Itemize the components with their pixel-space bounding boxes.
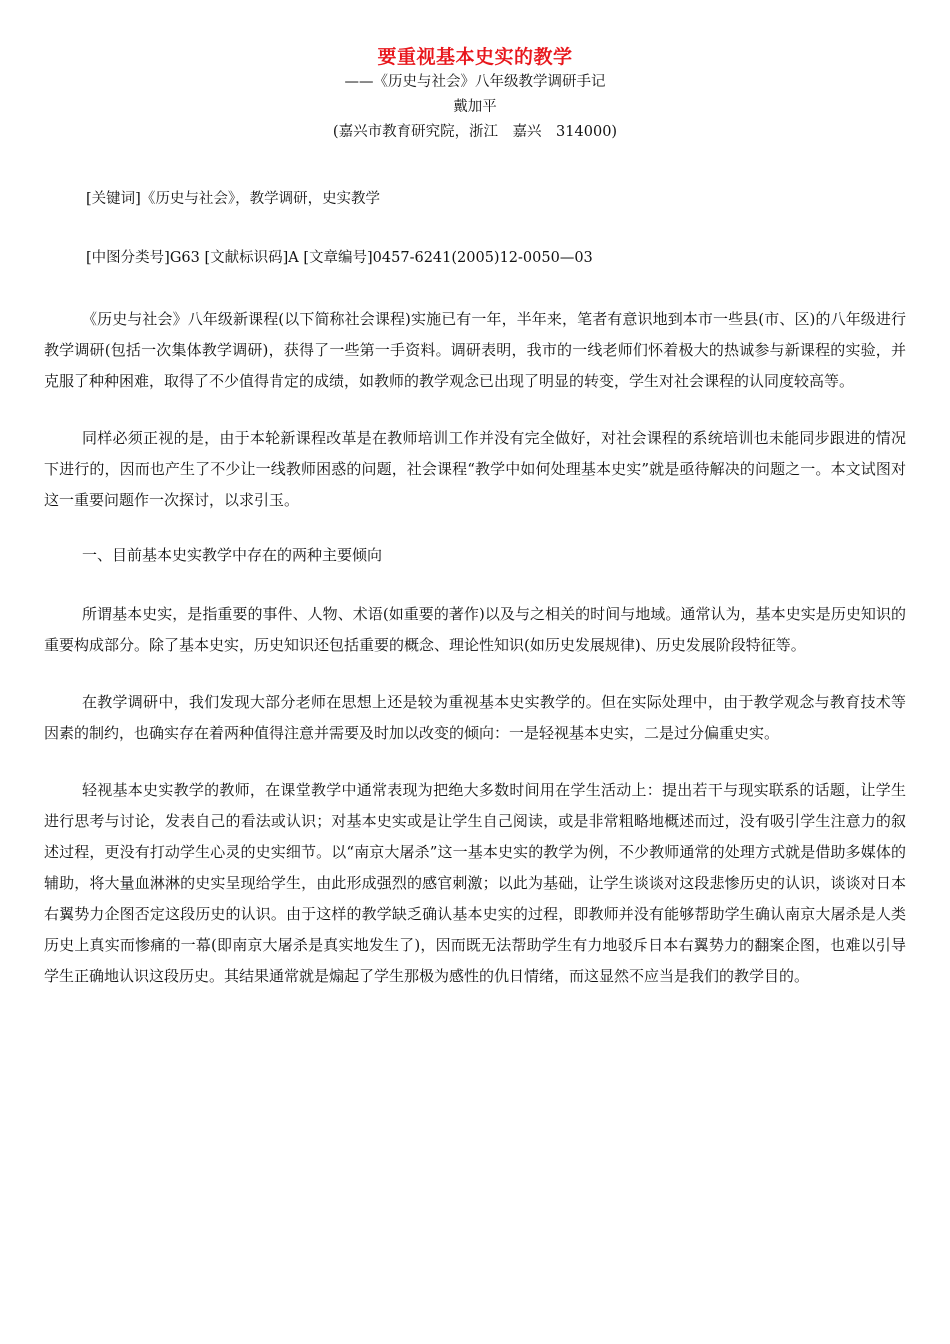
classification-line: [中图分类号]G63 [文献标识码]A [文章编号]0457-6241(2005)12-0050—03	[86, 250, 593, 266]
article-header	[0, 44, 950, 145]
author-name: 戴加平	[453, 99, 497, 115]
author-affiliation: (嘉兴市教育研究院，浙江 嘉兴 314000)	[332, 124, 618, 140]
body-paragraph: 轻视基本史实教学的教师，在课堂教学中通常表现为把绝大多数时间用在学生活动上：提出若干与现实联系的话题，让学生进行思考与讨论，发表自己的看法或认识；对基本史实或是让学生自己阅读，或是非常粗略地概述而过，没有吸引学生注意力的叙述过程，更没有打动学生心灵的史实细节。以“南京大屠杀”这一基本史实的教学为例，不少教师通常的处理方式就是借助多媒体的辅助，将大量血淋淋的史实呈现给学生，由此形成强烈的感官刺激；以此为基础，让学生谈谈对这段悲惨历史的认识，谈谈对日本右翼势力企图否定这段历史的认识。由于这样的教学缺乏确认基本史实的过程，即教师并没有能够帮助学生确认南京大屠杀是人类历史上真实而惨痛的一幕(即南京大屠杀是真实地发生了)，因而既无法帮助学生有力地驳斥日本右翼势力的翻案企图，也难以引导学生正确地认识这段历史。其结果通常就是煽起了学生那极为感性的仇日情绪，而这显然不应当是我们的教学目的。	[44, 781, 906, 985]
body-paragraph: 在教学调研中，我们发现大部分老师在思想上还是较为重视基本史实教学的。但在实际处理中，由于教学观念与教育技术等因素的制约，也确实存在着两种值得注意并需要及时加以改变的倾向：一是轻视基本史实，二是过分偏重史实。	[44, 693, 906, 742]
body-paragraph: 同样必须正视的是，由于本轮新课程改革是在教师培训工作并没有完全做好，对社会课程的系统培训也未能同步跟进的情况下进行的，因而也产生了不少让一线教师困惑的问题，社会课程“教学中如何处理基本史实”就是亟待解决的问题之一。本文试图对这一重要问题作一次探讨，以求引玉。	[44, 429, 906, 509]
keywords-line: [关键词]《历史与社会》，教学调研，史实教学	[86, 191, 381, 207]
body-paragraph: 《历史与社会》八年级新课程(以下简称社会课程)实施已有一年，半年来，笔者有意识地到本市一些县(市、区)的八年级进行教学调研(包括一次集体教学调研)，获得了一些第一手资料。调研表明，我市的一线老师们怀着极大的热诚参与新课程的实验，并克服了种种困难，取得了不少值得肯定的成绩，如教师的教学观念已出现了明显的转变，学生对社会课程的认同度较高等。	[44, 310, 906, 390]
article-body	[44, 186, 906, 1018]
body-paragraph: 所谓基本史实，是指重要的事件、人物、术语(如重要的著作)以及与之相关的时间与地域。通常认为，基本史实是历史知识的重要构成部分。除了基本史实，历史知识还包括重要的概念、理论性知识(如历史发展规律)、历史发展阶段特征等。	[44, 605, 906, 654]
section-heading: 一、目前基本史实教学中存在的两种主要倾向	[82, 546, 383, 564]
article-subtitle: ——《历史与社会》八年级教学调研手记	[344, 74, 606, 90]
article-title: 要重视基本史实的教学	[377, 46, 573, 68]
